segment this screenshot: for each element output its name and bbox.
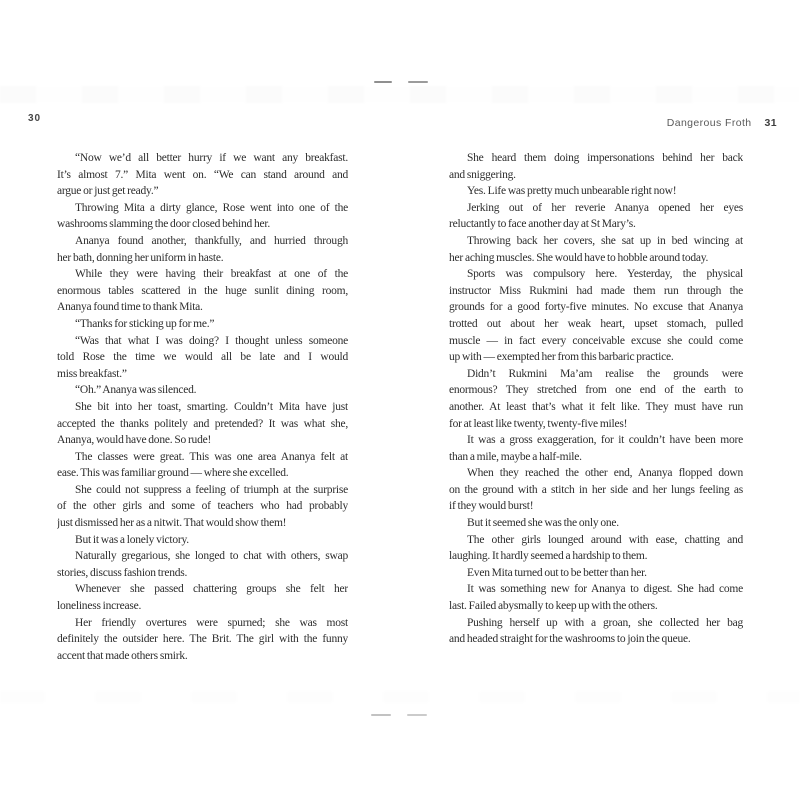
text-line: on the ground with a stitch in her side and her lungs feeling as [449,483,743,496]
text-line: “Oh.” Ananya was silenced. [75,384,197,397]
text-line: Even Mita turned out to be better than her. [467,566,647,579]
text-line: Throwing Mita a dirty glance, Rose went into one of the [75,201,348,214]
text-line: another. At least that’s what it felt like. They must have run [449,400,743,413]
left-page-number: 30 [28,113,42,124]
text-line: miss breakfast.” [57,367,127,380]
text-line: Sports was compulsory here. Yesterday, the physical [467,268,743,281]
text-line: of the other girls and some of teachers who had probably [57,500,348,513]
gutter-dash-top-right [408,81,428,83]
gutter-dash-top-left [374,81,392,83]
text-line: Pushing herself up with a groan, she collected her bag [467,616,743,629]
text-line: washrooms slamming the door closed behind her. [57,218,271,231]
page-edge-texture-bottom [0,691,800,703]
text-line: Whenever she passed chattering groups she felt her [75,583,348,596]
text-line: than a mile, maybe a half-mile. [449,450,582,463]
text-line: last. Failed abysmally to keep up with the others. [449,600,658,613]
text-line: Throwing back her covers, she sat up in bed wincing at [467,234,743,247]
text-line: She could not suppress a feeling of triumph at the surprise [75,483,348,496]
text-line: argue or just get ready.” [57,185,159,198]
gutter-dash-bottom-left [371,714,391,716]
text-line: “Now we’d all better hurry if we want any breakfast. [75,152,348,164]
running-head [667,117,777,129]
text-line: Her friendly overtures were spurned; she was most [75,616,348,629]
text-line: enormous? They stretched from one end of the earth to [449,384,743,397]
right-page-number: 31 [764,117,777,129]
text-line: and headed straight for the washrooms to join the queue. [449,633,691,646]
text-line: grounds for a good forty-five minutes. No excuse that Ananya [449,301,743,314]
text-line: Yes. Life was pretty much unbearable right now! [467,185,677,198]
text-line: The classes were great. This was one area Ananya felt at [75,450,348,463]
text-line: reluctantly to face another day at St Mary’s. [449,218,636,231]
text-line: trotted out about her weak heart, upset stomach, pulled [449,317,743,330]
text-line: if they would burst! [449,500,534,513]
text-line: stories, discuss fashion trends. [57,566,188,579]
text-line: definitely the outsider here. The Brit. The girl with the funny [57,633,348,646]
text-line: She bit into her toast, smarting. Couldn’t Mita have just [75,400,348,413]
text-line: told Rose the time we would all be late and I would [57,351,348,364]
text-line: muscle — in fact every conceivable excuse she could come [449,334,743,347]
text-line: Naturally gregarious, she longed to chat with others, swap [75,550,348,563]
gutter-dash-bottom-right [407,714,427,716]
text-line: up with — exempted her from this barbaric practice. [449,351,674,364]
text-line: and sniggering. [449,168,516,181]
text-line: It was a gross exaggeration, for it couldn’t have been more [467,434,743,447]
text-line: accepted the thanks politely and pretended? It was what she, [57,417,348,430]
text-line: enormous tables scattered in the huge sunlit dining room, [57,284,348,297]
text-line: Jerking out of her reverie Ananya opened her eyes [467,201,743,214]
text-line: laughing. It hardly seemed a hardship to them. [449,550,648,563]
text-line: “Thanks for sticking up for me.” [75,317,215,330]
text-line: While they were having their breakfast at one of the [75,268,348,281]
text-line: She heard them doing impersonations behind her back [467,152,743,164]
text-line: The other girls lounged around with ease, chatting and [467,533,743,546]
text-line: accent that made others smirk. [57,649,188,662]
text-line: Ananya found another, thankfully, and hurried through [75,234,348,247]
text-line: “Was that what I was doing? I thought unless someone [75,334,348,347]
text-line: loneliness increase. [57,600,142,613]
left-page-text [57,150,348,664]
text-line: for at least like twenty, twenty-five miles! [449,417,628,430]
text-line: Ananya found time to thank Mita. [57,301,203,314]
text-line: It’s almost 7.” Mita went on. “We can stand around and [57,168,348,181]
text-line: instructor Miss Rukmini had made them run through the [449,284,743,297]
text-line: It was something new for Ananya to digest. She had come [467,583,743,596]
text-line: When they reached the other end, Ananya flopped down [467,467,743,480]
text-line: her aching muscles. She would have to hobble around today. [449,251,709,264]
text-line: But it was a lonely victory. [75,533,189,546]
text-line: her bath, donning her uniform in haste. [57,251,224,264]
page-edge-texture-top [0,86,800,103]
text-line: Ananya, would have done. So rude! [57,434,212,447]
text-line: just dismissed her as a nitwit. That would show them! [57,517,287,530]
right-page-text [449,150,743,648]
text-line: But it seemed she was the only one. [467,517,619,530]
text-line: ease. This was familiar ground — where she excelled. [57,467,289,480]
text-line: Didn’t Rukmini Ma’am realise the grounds were [467,367,743,380]
running-head-title: Dangerous Froth [666,117,752,129]
